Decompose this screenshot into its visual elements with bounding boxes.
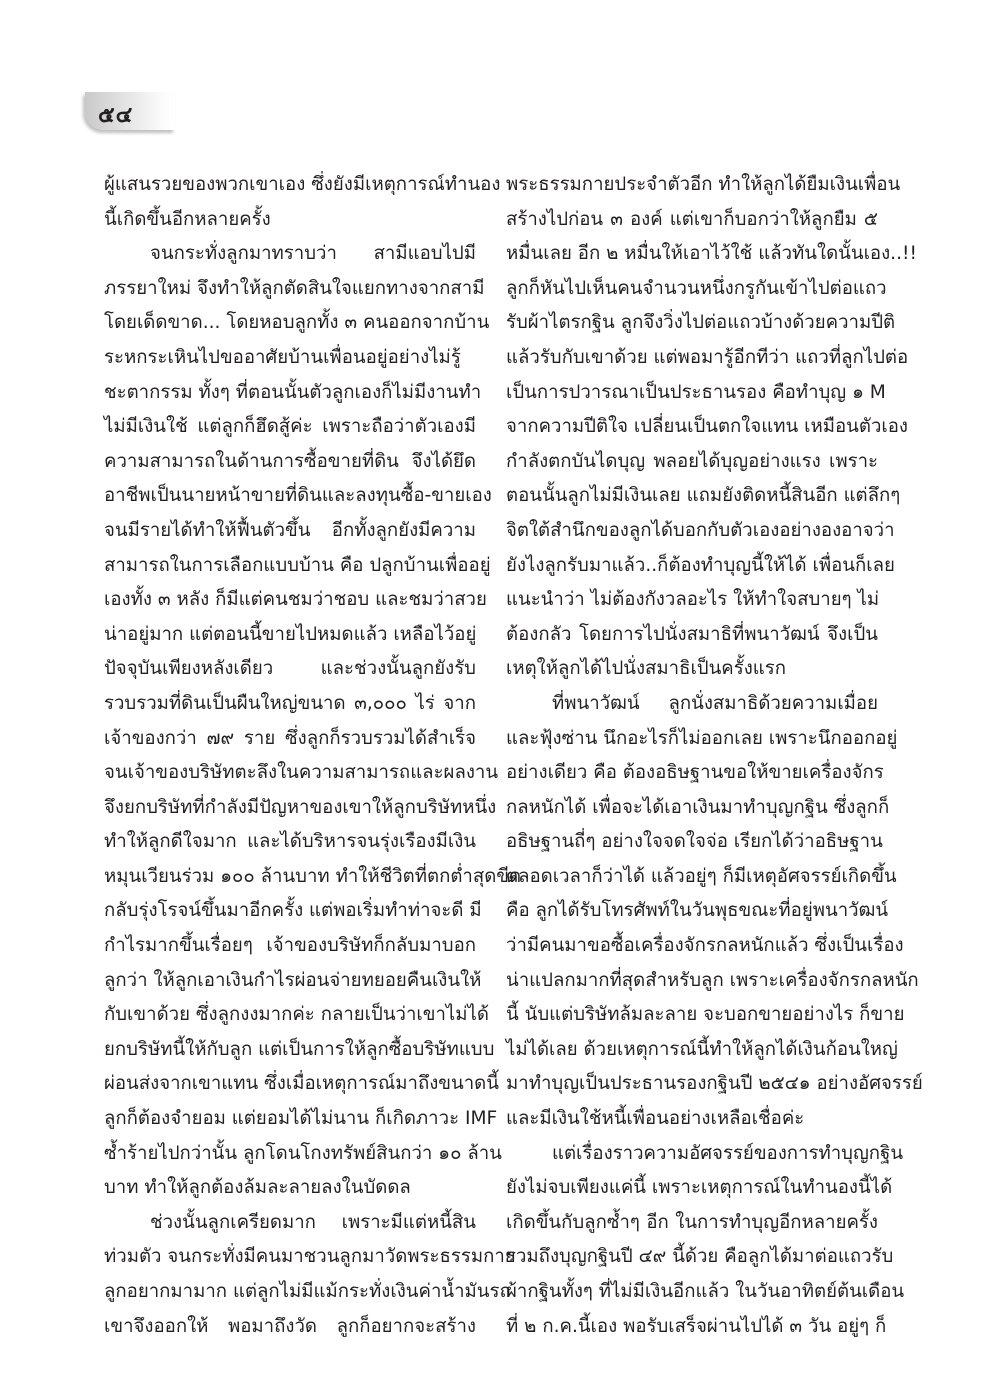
- text-line: ปัจจุบันเพียงหลังเดียว และช่วงนั้นลูกยังรับ: [104, 658, 476, 680]
- text-line: หมุนเวียนร่วม ๑๐๐ ล้านบาท ทำให้ชีวิตที่ตกต่ำสุดขีด: [104, 865, 522, 887]
- text-line: รวบรวมที่ดินเป็นผืนใหญ่ขนาด ๓,๐๐๐ ไร่ จาก: [104, 692, 476, 714]
- text-line: ตอนนั้นลูกไม่มีเงินเลย แถมยังติดหนี้สินอีก แต่ลึกๆ: [506, 485, 901, 507]
- text-line: จนมีรายได้ทำให้ฟื้นตัวขึ้น อีกทั้งลูกยังมีความ: [104, 519, 476, 541]
- text-line: จนเจ้าของบริษัทตะลึงในความสามารถและผลงาน: [104, 762, 499, 784]
- text-line: คือ ลูกได้รับโทรศัพท์ในวันพุธขณะที่อยู่พนาวัฒน์: [506, 900, 889, 922]
- text-line: น่าแปลกมากที่สุดสำหรับลูก เพราะเครื่องจักรกลหนัก: [506, 969, 919, 991]
- text-line: เหตุให้ลูกได้ไปนั่งสมาธิเป็นครั้งแรก: [506, 658, 787, 680]
- text-line: อาชีพเป็นนายหน้าขายที่ดินและลงทุนซื้อ-ขายเอง: [104, 485, 492, 507]
- text-line: ไม่มีเงินใช้ แต่ลูกก็ฮึดสู้ค่ะ เพราะถือว่าตัวเองมี: [104, 416, 476, 438]
- text-line: ทำให้ลูกดีใจมาก และได้บริหารจนรุ่งเรืองมีเงิน: [104, 831, 476, 853]
- text-line: กลหนักได้ เพื่อจะได้เอาเงินมาทำบุญกฐิน ซึ่งลูกก็: [506, 796, 890, 818]
- text-line: ซ้ำร้ายไปกว่านั้น ลูกโดนโกงทรัพย์สินกว่า ๑๐ ล้าน: [104, 1142, 502, 1164]
- text-line: อย่างเดียว คือ ต้องอธิษฐานขอให้ขายเครื่องจักร: [506, 762, 884, 784]
- text-line: ชะตากรรม ทั้งๆ ที่ตอนนั้นตัวลูกเองก็ไม่มีงานทำ: [104, 381, 482, 403]
- text-line: ช่วงนั้นลูกเครียดมาก เพราะมีแต่หนี้สิน: [150, 1211, 476, 1233]
- text-line: ผ่อนส่งจากเขาแทน ซึ่งเมื่อเหตุการณ์มาถึงขนาดนี้: [104, 1073, 499, 1095]
- text-line: จิตใต้สำนึกของลูกได้บอกกับตัวเองอย่างองอาจว่า: [506, 519, 895, 541]
- text-line: ผู้แสนรวยของพวกเขาเอง ซึ่งยังมีเหตุการณ์ทำนอง: [104, 174, 501, 195]
- text-line: ความสามารถในด้านการซื้อขายที่ดิน จึงได้ยึด: [104, 450, 476, 472]
- text-line: กับเขาด้วย ซึ่งลูกงงมากค่ะ กลายเป็นว่าเขาไม่ได้: [104, 1004, 489, 1026]
- text-line: แนะนำว่า ไม่ต้องกังวลอะไร ให้ทำใจสบายๆ ไม่: [506, 589, 880, 611]
- text-line: สร้างไปก่อน ๓ องค์ แต่เขาก็บอกว่าให้ลูกยืม ๕: [506, 208, 878, 230]
- text-line: กลับรุ่งโรจน์ขึ้นมาอีกครั้ง แต่พอเริ่มทำท่าจะดี มี: [104, 900, 482, 922]
- text-line: เป็นการปวารณาเป็นประธานรอง คือทำบุญ ๑ M: [506, 381, 886, 403]
- text-line: นี้เกิดขึ้นอีกหลายครั้ง: [104, 208, 271, 230]
- text-line: จากความปีติใจ เปลี่ยนเป็นตกใจแทน เหมือนตัวเอง: [506, 416, 908, 438]
- page-number: ๕๔: [98, 103, 134, 128]
- text-line: มาทำบุญเป็นประธานรองกฐินปี ๒๕๔๑ อย่างอัศจรรย์: [506, 1073, 923, 1095]
- text-line: หมื่นเลย อีก ๒ หมื่นให้เอาไว้ใช้ แล้วทันใดนั้นเอง..!!: [506, 243, 917, 265]
- text-line: ที่ ๒ ก.ค.นี้เอง พอรับเสร็จผ่านไปได้ ๓ วัน อยู่ๆ ก็: [506, 1315, 887, 1337]
- text-line: ต้องกลัว โดยการไปนั่งสมาธิที่พนาวัฒน์ จึงเป็น: [506, 623, 878, 645]
- text-line: ยกบริษัทนี้ให้กับลูก แต่เป็นการให้ลูกซื้อบริษัทแบบ: [104, 1038, 495, 1060]
- text-line: เองทั้ง ๓ หลัง ก็มีแต่คนชมว่าชอบ และชมว่าสวย: [104, 589, 487, 611]
- text-line: ยังไม่จบเพียงแค่นี้ เพราะเหตุการณ์ในทำนองนี้ได้: [506, 1177, 893, 1199]
- text-line: เขาจึงออกให้ พอมาถึงวัด ลูกก็อยากจะสร้าง: [104, 1315, 476, 1337]
- text-line: ลูกก็หันไปเห็นคนจำนวนหนึ่งกรูกันเข้าไปต่อแถว: [506, 277, 887, 299]
- text-line: จนกระทั่งลูกมาทราบว่า สามีแอบไปมี: [150, 243, 476, 265]
- text-line: กำลังตกบันไดบุญ พลอยได้บุญอย่างแรง เพราะ: [506, 450, 878, 472]
- text-line: นี้ นับแต่บริษัทล้มละลาย จะบอกขายอย่างไร ก็ขาย: [506, 1004, 905, 1026]
- text-line: บาท ทำให้ลูกต้องล้มละลายลงในบัดดล: [104, 1177, 411, 1199]
- text-line: เจ้าของกว่า ๗๙ ราย ซึ่งลูกก็รวบรวมได้สำเร็จ: [104, 727, 476, 749]
- text-line: ภรรยาใหม่ จึงทำให้ลูกตัดสินใจแยกทางจากสามี: [104, 277, 485, 299]
- text-line: ผ้ากฐินทั้งๆ ที่ไม่มีเงินอีกแล้ว ในวันอาทิตย์ต้นเดือน: [506, 1281, 905, 1302]
- right-text-column: [506, 168, 923, 1344]
- text-line: ระหกระเหินไปขออาศัยบ้านเพื่อนอยู่อย่างไม่รู้: [104, 346, 461, 368]
- text-line: ลูกว่า ให้ลูกเอาเงินกำไรผ่อนจ่ายทยอยคืนเงินให้: [104, 969, 482, 991]
- left-text-column: [104, 168, 522, 1344]
- text-line: ไม่ได้เลย ด้วยเหตุการณ์นี้ทำให้ลูกได้เงินก้อนใหญ่: [506, 1038, 898, 1060]
- text-line: และฟุ้งซ่าน นึกอะไรก็ไม่ออกเลย เพราะนึกออกอยู่: [506, 727, 898, 749]
- text-line: แต่เรื่องราวความอัศจรรย์ของการทำบุญกฐิน: [552, 1142, 904, 1164]
- text-line: โดยเด็ดขาด... โดยหอบลูกทั้ง ๓ คนออกจากบ้าน: [104, 312, 490, 334]
- text-line: ยังไงลูกรับมาแล้ว..ก็ต้องทำบุญนี้ให้ได้ เพื่อนก็เลย: [506, 554, 895, 576]
- text-line: ลูกก็ต้องจำยอม แต่ยอมได้ไม่นาน ก็เกิดภาวะ IMF: [104, 1108, 498, 1130]
- text-line: น่าอยู่มาก แต่ตอนนี้ขายไปหมดแล้ว เหลือไว้อยู่: [104, 623, 477, 645]
- text-line: จึงยกบริษัทที่กำลังมีปัญหาของเขาให้ลูกบริษัทหนึ่ง: [104, 796, 497, 818]
- text-line: ตลอดเวลาก็ว่าได้ แล้วอยู่ๆ ก็มีเหตุอัศจรรย์เกิดขึ้น: [506, 865, 897, 887]
- text-line: ลูกอยากมามาก แต่ลูกไม่มีแม้กระทั่งเงินค่าน้ำมันรถ: [104, 1281, 511, 1302]
- text-line: รับผ้าไตรกฐิน ลูกจึงวิ่งไปต่อแถวบ้างด้วยความปีติ: [506, 312, 896, 334]
- text-line: และมีเงินใช้หนี้เพื่อนอย่างเหลือเชื่อค่ะ: [506, 1108, 805, 1130]
- text-line: ท่วมตัว จนกระทั่งมีคนมาชวนลูกมาวัดพระธรรมกาย: [104, 1246, 516, 1268]
- text-line: กำไรมากขึ้นเรื่อยๆ เจ้าของบริษัทก็กลับมาบอก: [104, 935, 476, 957]
- text-line: แล้วรับกับเขาด้วย แต่พอมารู้อีกทีว่า แถวที่ลูกไปต่อ: [506, 346, 909, 368]
- text-line: รวมถึงบุญกฐินปี ๔๙ นี้ด้วย คือลูกได้มาต่อแถวรับ: [506, 1246, 894, 1268]
- text-line: เกิดขึ้นกับลูกซ้ำๆ อีก ในการทำบุญอีกหลายครั้ง: [506, 1211, 878, 1233]
- text-line: สามารถในการเลือกแบบบ้าน คือ ปลูกบ้านเพื่ออยู่: [104, 554, 491, 576]
- text-line: อธิษฐานถี่ๆ อย่างใจจดใจจ่อ เรียกได้ว่าอธิษฐาน: [506, 831, 883, 853]
- text-line: พระธรรมกายประจำตัวอีก ทำให้ลูกได้ยืมเงินเพื่อน: [506, 174, 901, 195]
- text-line: ว่ามีคนมาขอซื้อเครื่องจักรกลหนักแล้ว ซึ่งเป็นเรื่อง: [506, 935, 904, 957]
- text-line: ที่พนาวัฒน์ ลูกนั่งสมาธิด้วยความเมื่อย: [552, 692, 878, 714]
